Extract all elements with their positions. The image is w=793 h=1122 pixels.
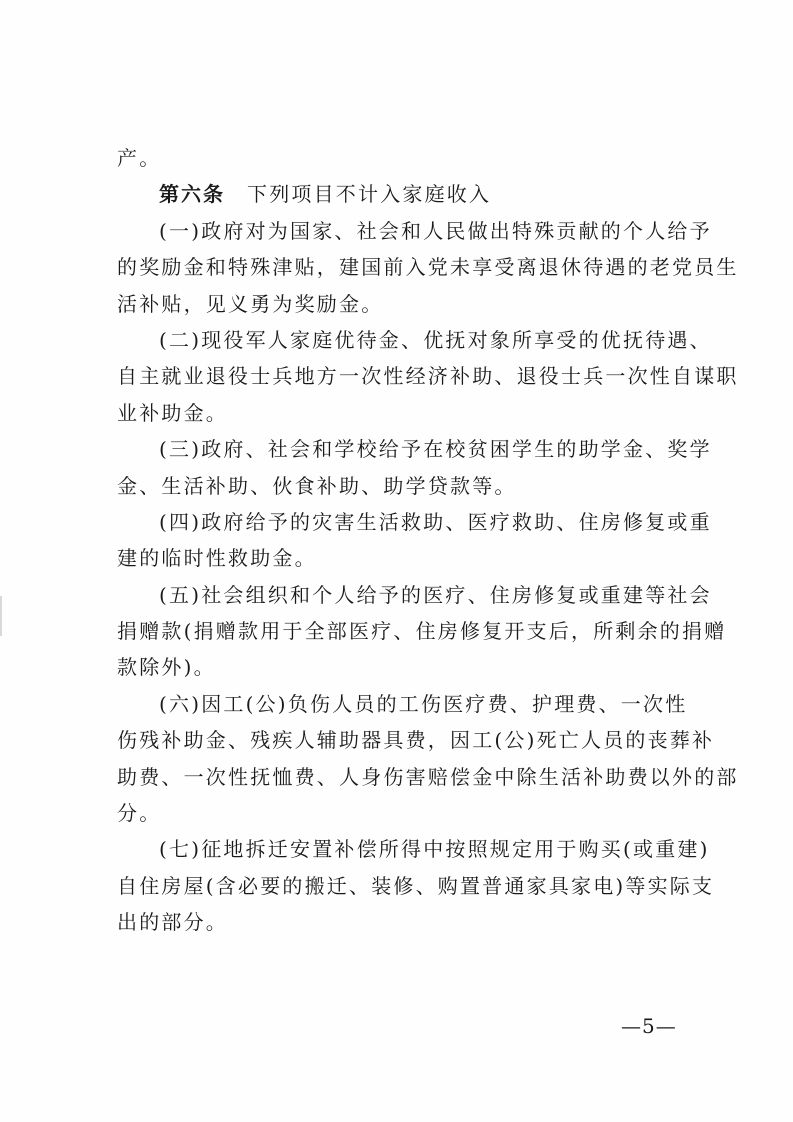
text-line: 伤残补助金、残疾人辅助器具费，因工(公)死亡人员的丧葬补	[117, 728, 715, 753]
article-heading	[117, 176, 707, 212]
text-line: (一)政府对为国家、社会和人民做出特殊贡献的个人给予	[159, 218, 712, 243]
text-line: 金、生活补助、伙食补助、助学贷款等。	[117, 473, 517, 498]
text-line: 业补助金。	[117, 400, 228, 425]
text-line: (五)社会组织和个人给予的医疗、住房修复或重建等社会	[159, 582, 712, 607]
text-line: 产。	[117, 146, 162, 170]
page-number: —5—	[621, 1014, 677, 1038]
text-line: 活补贴，见义勇为奖励金。	[117, 291, 384, 316]
text-line: 捐赠款(捐赠款用于全部医疗、住房修复开支后，所剩余的捐赠	[117, 619, 727, 644]
text-line: 出的部分。	[117, 910, 228, 935]
article-label: 第六条	[159, 182, 225, 207]
text-line: 的奖励金和特殊津贴，建国前入党未享受离退休待遇的老党员生	[117, 255, 739, 280]
article-title: 下列项目不计入家庭收入	[247, 182, 492, 207]
text-line: (四)政府给予的灾害生活救助、医疗救助、住房修复或重	[159, 509, 712, 534]
scan-edge-mark	[0, 596, 2, 636]
text-line: 自住房屋(含必要的搬迁、装修、购置普通家具家电)等实际支	[117, 873, 715, 898]
text-line: (七)征地拆迁安置补偿所得中按照规定用于购买(或重建)	[159, 837, 710, 862]
text-line: 助费、一次性抚恤费、人身伤害赔偿金中除生活补助费以外的部	[117, 764, 739, 789]
text-line: 款除外)。	[117, 655, 216, 680]
text-line: 建的临时性救助金。	[117, 546, 317, 571]
text-line: (六)因工(公)负伤人员的工伤医疗费、护理费、一次性	[159, 691, 688, 716]
text-line: (二)现役军人家庭优待金、优抚对象所享受的优抚待遇、	[159, 327, 712, 352]
text-line: 分。	[117, 801, 162, 826]
text-line: 自主就业退役士兵地方一次性经济补助、退役士兵一次性自谋职	[117, 364, 739, 389]
document-body	[117, 140, 739, 941]
text-line: (三)政府、社会和学校给予在校贫困学生的助学金、奖学	[159, 437, 712, 462]
